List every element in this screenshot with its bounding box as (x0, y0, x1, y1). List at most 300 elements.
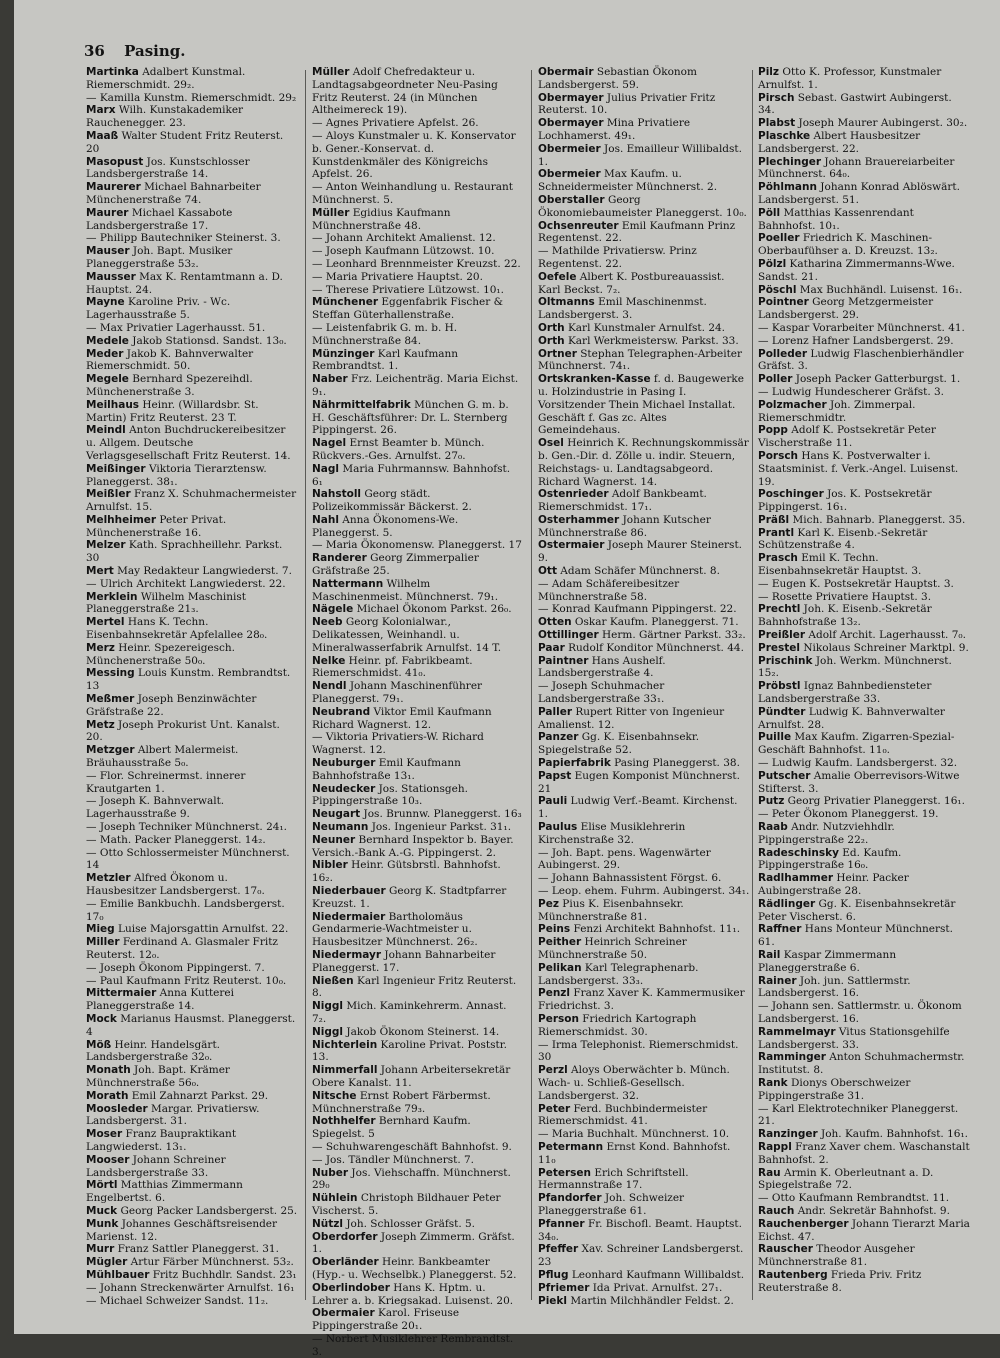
directory-entry: Pflug Leonhard Kaufmann Willibaldst. (538, 1268, 745, 1281)
directory-entry: Martinka Adalbert Kunstmal. Riemerschmidt. 29₂. (86, 66, 246, 91)
directory-entry: — Maria Buchhalt. Münchnerst. 10. (538, 1128, 730, 1141)
directory-entry: — Jos. Tändler Münchnerst. 7. (312, 1153, 475, 1166)
entry-surname: Moosleder (86, 1102, 148, 1115)
directory-entry: — Rosette Privatiere Hauptst. 3. (758, 590, 932, 603)
entry-surname: Niederbauer (312, 885, 386, 897)
directory-entry: Orth Karl Kunstmaler Arnulfst. 24. (538, 321, 726, 334)
directory-entry: Petermann Ernst Kond. Bahnhofst. 11₀ (538, 1140, 731, 1166)
entry-surname: Melhheimer (86, 513, 157, 526)
directory-entry: — Aloys Kunstmaler u. K. Konservator b. Gener.-Konservat. d. Kunstdenkmäler des Königreichs Apfelst. 26. (312, 129, 516, 181)
directory-entry: Rädlinger Gg. K. Eisenbahnsekretär Peter Vischerst. 6. (758, 897, 956, 923)
directory-entry: Monath Joh. Bapt. Krämer Münchnerstraße 56₀. (86, 1064, 230, 1089)
entry-surname: Papst (538, 769, 572, 782)
directory-entry: — Anton Weinhandlung u. Restaurant Münchnerst. 5. (312, 181, 513, 206)
entry-surname: Müller (312, 66, 350, 78)
directory-columns (86, 66, 970, 1358)
directory-entry: Nagel Ernst Beamter b. Münch. Rückvers.-Ges. Arnulfst. 27₀. (312, 437, 485, 462)
directory-entry: Polzmacher Joh. Zimmerpal. Riemerschmidtr. (758, 398, 916, 424)
directory-entry: Pölzl Katharina Zimmermanns-Wwe. Sandst. 21. (758, 257, 955, 283)
entry-surname: Nägele (312, 603, 354, 616)
directory-entry: Ostenrieder Adolf Bankbeamt. Riemerschmidst. 17₁. (538, 488, 707, 514)
entry-surname: Metzler (86, 872, 131, 885)
directory-entry: — Konrad Kaufmann Pippingerst. 22. (538, 603, 737, 616)
directory-entry: Nitsche Ernst Robert Färbermst. Münchnerstraße 79₃. (312, 1089, 491, 1115)
directory-entry: — Irma Telephonist. Riemerschmidst. 30 (538, 1038, 739, 1064)
directory-entry: Petersen Erich Schriftstell. Hermannstraße 17. (538, 1166, 689, 1192)
directory-entry: Merklein Wilhelm Maschinist Planeggerstraße 21₃. (86, 590, 246, 616)
directory-entry: — Maria Privatiere Hauptst. 20. (312, 270, 483, 283)
entry-surname: Mügler (86, 1256, 128, 1269)
directory-entry: Mert May Redakteur Langwiederst. 7. (86, 565, 292, 578)
directory-entry: — Paul Kaufmann Fritz Reuterst. 10₀. (86, 974, 287, 987)
directory-entry: Ochsenreuter Emil Kaufmann Prinz Regentenst. 22. (538, 219, 736, 245)
entry-surname: Puille (758, 731, 792, 744)
directory-entry: — Ulrich Architekt Langwiederst. 22. (86, 577, 286, 590)
entry-surname: Nibler (312, 859, 348, 872)
directory-entry: Obermaier Karol. Friseuse Pippingerstraße 20₁. (312, 1307, 460, 1333)
directory-entry: Orth Karl Werkmeistersw. Parkst. 33. (538, 334, 739, 347)
directory-entry: Niggl Jakob Ökonom Steinerst. 14. (312, 1025, 500, 1038)
directory-entry: Pilz Otto K. Professor, Kunstmaler Arnulfst. 1. (758, 66, 942, 91)
directory-entry: Meßmer Joseph Benzinwächter Gräfstraße 22. (86, 693, 257, 718)
entry-surname: Polleder (758, 347, 808, 360)
entry-surname: Piekl (538, 1294, 567, 1307)
directory-entry: Penzl Franz Xaver K. Kammermusiker Friedrichst. 3. (538, 987, 745, 1013)
directory-entry: Meder Jakob K. Bahnverwalter Riemerschmidt. 50. (86, 347, 254, 373)
entry-surname: Oberlindober (312, 1281, 390, 1294)
entry-surname: Ramminger (758, 1051, 826, 1064)
directory-entry: Oltmanns Emil Maschinenmst. Landsbergerst. 3. (538, 296, 707, 322)
entry-surname: Mühlbauer (86, 1268, 150, 1281)
directory-entry: — Lorenz Hafner Landsbergerst. 29. (758, 334, 954, 347)
directory-entry: Ottillinger Herm. Gärtner Parkst. 33₂. (538, 629, 746, 642)
entry-surname: Melzer (86, 539, 126, 552)
entry-surname: Plaschke (758, 129, 811, 142)
entry-surname: Ochsenreuter (538, 219, 619, 232)
directory-entry: Niedermayr Johann Bahnarbeiter Planeggerst. 17. (312, 948, 496, 974)
directory-entry: Ostermaier Joseph Maurer Steinerst. 9. (538, 539, 743, 565)
entry-surname: Münchener (312, 296, 378, 309)
directory-entry: Rau Armin K. Oberleutnant a. D. Spiegelstraße 72. (758, 1166, 934, 1192)
entry-surname: Niedermaier (312, 910, 386, 923)
entry-surname: Osel (538, 437, 564, 450)
directory-entry: Peither Heinrich Schreiner Münchnerstraße 50. (538, 936, 687, 961)
directory-entry: — Joseph K. Bahnverwalt. Lagerhausstraße 9. (86, 795, 225, 821)
directory-entry: Ranzinger Joh. Kaufm. Bahnhofst. 16₁. (758, 1128, 969, 1141)
directory-entry: Peins Fenzi Architekt Bahnhofst. 11₁. (538, 923, 741, 936)
directory-entry: Osterhammer Johann Kutscher Münchnerstraße 86. (538, 513, 711, 539)
directory-entry: Melhheimer Peter Privat. Münchenerstraße 16. (86, 513, 227, 539)
directory-entry: Pfriemer Ida Privat. Arnulfst. 27₁. (538, 1281, 723, 1294)
entry-surname: Maaß (86, 129, 119, 142)
directory-entry: Nendl Johann Maschinenführer Planeggerst. 79₁. (312, 680, 483, 706)
entry-surname: Obermeier (538, 142, 601, 155)
entry-surname: Monath (86, 1064, 131, 1077)
entry-surname: Papierfabrik (538, 757, 611, 770)
entry-surname: Pauli (538, 795, 568, 808)
entry-surname: Nießen (312, 974, 354, 987)
entry-surname: Pfeffer (538, 1243, 579, 1256)
entry-surname: Otten (538, 616, 572, 629)
entry-surname: Peter (538, 1102, 571, 1115)
entry-surname: Mittermaier (86, 987, 157, 1000)
entry-surname: Radlhammer (758, 872, 834, 885)
entry-surname: Meindl (86, 424, 126, 437)
directory-entry: — Agnes Privatiere Apfelst. 26. (312, 117, 479, 130)
directory-entry: Nühlein Christoph Bildhauer Peter Vischerst. 5. (312, 1192, 501, 1217)
directory-entry: Prantl Karl K. Eisenb.-Sekretär Schützenstraße 4. (758, 526, 928, 552)
directory-entry: Prestel Nikolaus Schreiner Marktpl. 9. (758, 641, 969, 654)
directory-entry: Oberdorfer Joseph Zimmerm. Gräfst. 1. (312, 1230, 515, 1256)
entry-surname: Neugart (312, 808, 361, 821)
entry-surname: Rautenberg (758, 1268, 828, 1281)
directory-entry: Mühlbauer Fritz Buchhdlr. Sandst. 23₁ (86, 1268, 297, 1281)
directory-entry: Pfeffer Xav. Schreiner Landsbergerst. 23 (538, 1243, 744, 1269)
column-3 (538, 66, 750, 1306)
entry-surname: Penzl (538, 987, 571, 1000)
directory-page (14, 0, 1000, 1358)
column-rule (305, 70, 306, 1300)
directory-entry: Masopust Jos. Kunstschlosser Landsbergerstraße 14. (86, 155, 250, 181)
directory-entry: Megele Bernhard Spezereihdl. Münchenerstraße 3. (86, 373, 253, 398)
entry-surname: Prestel (758, 641, 800, 654)
directory-entry: Neudecker Jos. Stationsgeh. Pippingerstraße 10₃. (312, 782, 468, 808)
entry-surname: Pez (538, 897, 559, 910)
directory-entry: Meilhaus Heinr. (Willardsbr. St. Martin) Fritz Reuterst. 23 T. (86, 398, 259, 424)
entry-surname: Nuber (312, 1166, 349, 1179)
directory-entry: Münzinger Karl Kaufmann Rembrandtst. 1. (312, 347, 459, 373)
column-1 (86, 66, 298, 1306)
entry-surname: Neumann (312, 821, 369, 834)
directory-entry: Ramminger Anton Schuhmachermstr. Institutst. 8. (758, 1051, 965, 1077)
entry-surname: Morath (86, 1089, 129, 1102)
directory-entry: — Johann Bahnassistent Förgst. 6. (538, 872, 722, 885)
directory-entry: Paulus Elise Musiklehrerin Kirchenstraße 32. (538, 821, 686, 846)
entry-surname: Nützl (312, 1217, 343, 1230)
directory-entry: — Maria Ökonomensw. Planeggerst. 17 (312, 539, 522, 552)
directory-entry: Rammelmayr Vitus Stationsgehilfe Landsbergerst. 33. (758, 1025, 950, 1051)
entry-surname: Prechtl (758, 603, 801, 616)
directory-entry: Muck Georg Packer Landsbergerst. 25. (86, 1204, 298, 1217)
directory-entry: — Viktoria Privatiers-W. Richard Wagnerst. 12. (312, 731, 484, 757)
directory-entry: Maurer Michael Kassabote Landsbergerstraße 17. (86, 206, 233, 232)
entry-surname: Niggl (312, 1000, 344, 1013)
page-number: 36 (84, 42, 105, 60)
directory-entry: Putz Georg Privatier Planeggerst. 16₁. (758, 795, 965, 808)
entry-surname: Mertel (86, 616, 125, 629)
directory-entry: Preißler Adolf Archit. Lagerhausst. 7₀. (758, 629, 966, 642)
entry-surname: Prischink (758, 654, 813, 667)
page-header (84, 42, 984, 64)
directory-entry: Rauch Andr. Sekretär Bahnhofst. 9. (758, 1204, 950, 1217)
directory-entry: Ortner Stephan Telegraphen-Arbeiter Münchnerst. 74₁. (538, 347, 743, 373)
entry-surname: Ostermaier (538, 539, 605, 552)
directory-entry: Medele Jakob Stationsd. Sandst. 13₀. (86, 334, 287, 347)
directory-entry: Obermayer Julius Privatier Fritz Reuterst. 10. (538, 91, 716, 117)
entry-surname: Mauser (86, 245, 130, 258)
directory-entry: Plechinger Johann Brauereiarbeiter Münchnerst. 64₀. (758, 155, 955, 181)
entry-surname: Obermaier (312, 1307, 375, 1320)
directory-entry: Präßl Mich. Bahnarb. Planeggerst. 35. (758, 513, 966, 526)
directory-entry: Mörtl Matthias Zimmermann Engelbertst. 6. (86, 1179, 243, 1205)
entry-surname: Raffner (758, 923, 802, 936)
entry-surname: Paller (538, 705, 572, 718)
directory-entry: Neubrand Viktor Emil Kaufmann Richard Wagnerst. 12. (312, 705, 492, 731)
entry-surname: Person (538, 1012, 579, 1025)
directory-entry: — Ludwig Kaufm. Landsbergerst. 32. (758, 757, 958, 770)
entry-surname: Peins (538, 923, 571, 936)
entry-surname: Prasch (758, 552, 798, 565)
directory-entry: Melzer Kath. Sprachheillehr. Parkst. 30 (86, 539, 283, 565)
entry-surname: Orth (538, 321, 565, 334)
entry-surname: Niggl (312, 1025, 344, 1038)
directory-entry: Metzler Alfred Ökonom u. Hausbesitzer Landsbergerst. 17₀. (86, 872, 265, 897)
entry-surname: Nimmerfall (312, 1064, 378, 1077)
entry-surname: Mayne (86, 296, 125, 309)
entry-surname: Pöll (758, 206, 781, 219)
directory-entry: — Adam Schäfereibesitzer Münchnerstraße 58. (538, 577, 680, 603)
entry-surname: Obermayer (538, 91, 604, 104)
directory-entry: Nelke Heinr. pf. Fabrikbeamt. Riemerschmidst. 41₀. (312, 654, 473, 680)
place-name: Pasing. (124, 42, 186, 60)
directory-entry: — Johann sen. Sattlermstr. u. Ökonom Landsbergerst. 16. (758, 1000, 962, 1025)
entry-surname: Perzl (538, 1064, 568, 1077)
directory-entry: Paintner Hans Aushelf. Landsbergerstraße 4. (538, 654, 666, 680)
directory-entry: Munk Johannes Geschäftsreisender Marienst. 12. (86, 1217, 278, 1243)
entry-surname: Ortskranken-Kasse (538, 373, 651, 386)
directory-entry: — Joh. Bapt. pens. Wagenwärter Aubingerst. 29. (538, 846, 711, 872)
entry-surname: Miller (86, 936, 120, 949)
directory-entry: Obermair Sebastian Ökonom Landsbergerst. 59. (538, 66, 697, 91)
directory-entry: Maurerer Michael Bahnarbeiter Münchenerstraße 74. (86, 181, 261, 206)
directory-entry: Person Friedrich Kartograph Riemerschmidst. 30. (538, 1012, 697, 1038)
directory-entry: — Leop. ehem. Fuhrm. Aubingerst. 34₁. (538, 885, 750, 897)
directory-entry: — Leistenfabrik G. m. b. H. Münchnerstraße 84. (312, 321, 458, 347)
entry-surname: Raab (758, 821, 788, 834)
entry-surname: Neeb (312, 616, 343, 629)
directory-entry: Metz Joseph Prokurist Unt. Kanalst. 20. (86, 718, 280, 744)
directory-entry: — Norbert Musiklehrer Rembrandtst. 3. (312, 1332, 514, 1358)
entry-surname: Poeller (758, 232, 800, 245)
directory-entry: Popp Adolf K. Postsekretär Peter Vischerstraße 11. (758, 424, 936, 450)
directory-entry: Porsch Hans K. Postverwalter i. Staatsminist. f. Verk.-Angel. Luisenst. 19. (758, 449, 959, 488)
directory-entry: — Michael Schweizer Sandst. 11₂. (86, 1294, 269, 1307)
directory-entry: Plaschke Albert Hausbesitzer Landsbergerst. 22. (758, 129, 921, 155)
entry-surname: Oberstaller (538, 193, 605, 206)
column-4 (758, 66, 970, 1306)
directory-entry: Osel Heinrich K. Rechnungskommissär b. Gen.-Dir. d. Zölle u. indir. Steuern, Reichstags- u. Landtagsabgeord. Richard Wagnerst. 14. (538, 437, 749, 488)
directory-entry: Prischink Joh. Werkm. Münchnerst. 15₂. (758, 654, 952, 680)
directory-entry: Pirsch Sebast. Gastwirt Aubingerst. 34. (758, 91, 952, 117)
directory-entry: — Math. Packer Planeggerst. 14₂. (86, 833, 266, 846)
directory-entry: Pündter Ludwig K. Bahnverwalter Arnulfst. 28. (758, 705, 945, 731)
directory-entry: Neeb Georg Kolonialwar., Delikatessen, Weinhandl. u. Mineralwasserfabrik Arnulfst. 14 T. (312, 616, 502, 654)
directory-entry: — Otto Kaufmann Rembrandtst. 11. (758, 1192, 950, 1205)
entry-surname: Müller (312, 206, 350, 219)
directory-entry: Poller Joseph Packer Gatterburgst. 1. (758, 373, 961, 386)
directory-entry: Raffner Hans Monteur Münchnerst. 61. (758, 923, 953, 949)
entry-surname: Rau (758, 1166, 781, 1179)
directory-entry: Meißler Franz X. Schuhmachermeister Arnulfst. 15. (86, 488, 297, 514)
directory-entry: Meißinger Viktoria Tierarztensw. Planeggerst. 38₁. (86, 462, 267, 488)
column-rule (531, 70, 532, 1300)
directory-entry: Nägele Michael Ökonom Parkst. 26₀. (312, 603, 512, 616)
directory-entry: — Eugen K. Postsekretär Hauptst. 3. (758, 577, 954, 590)
entry-surname: Porsch (758, 449, 799, 462)
directory-entry: — Schuhwarengeschäft Bahnhofst. 9. (312, 1140, 512, 1153)
entry-surname: Ott (538, 565, 557, 578)
directory-entry: Pez Pius K. Eisenbahnsekr. Münchnerstraße 81. (538, 897, 684, 923)
entry-surname: Nitsche (312, 1089, 357, 1102)
entry-surname: Meßmer (86, 693, 135, 706)
directory-entry: Mertel Hans K. Techn. Eisenbahnsekretär Apfelallee 28₀. (86, 616, 268, 642)
directory-entry: — Karl Elektrotechniker Planeggerst. 21. (758, 1102, 959, 1128)
entry-surname: Mooser (86, 1153, 130, 1166)
entry-surname: Merklein (86, 590, 138, 603)
entry-surname: Nährmittelfabrik (312, 398, 411, 411)
entry-surname: Megele (86, 373, 129, 386)
entry-surname: Pfriemer (538, 1281, 590, 1294)
entry-surname: Randerer (312, 552, 367, 565)
directory-entry: Nibler Heinr. Gütsbrstl. Bahnhofst. 16₂. (312, 859, 501, 885)
directory-entry: Obermeier Jos. Emailleur Willibaldst. 1. (538, 142, 742, 168)
entry-surname: Oberländer (312, 1256, 379, 1269)
directory-entry: Merz Heinr. Spezereigesch. Münchenerstraße 50₀. (86, 641, 236, 667)
entry-surname: Rädlinger (758, 897, 816, 910)
directory-entry: Rainer Joh. jun. Sattlermstr. Landsbergerst. 16. (758, 974, 911, 1000)
directory-entry: Pfandorfer Joh. Schweizer Planeggerstraße 61. (538, 1192, 685, 1217)
directory-entry: — Leonhard Brennmeister Kreuzst. 22. (312, 257, 521, 270)
directory-entry: Rail Kaspar Zimmermann Planeggerstraße 6. (758, 948, 897, 974)
directory-entry: Rauscher Theodor Ausgeher Münchnerstraße 81. (758, 1243, 915, 1269)
entry-surname: Mieg (86, 923, 115, 936)
directory-entry: — Joseph Ökonom Pippingerst. 7. (86, 961, 265, 974)
directory-entry: Plabst Joseph Maurer Aubingerst. 30₂. (758, 117, 968, 130)
directory-entry: Niederbauer Georg K. Stadtpfarrer Kreuzst. 1. (312, 885, 507, 910)
directory-entry: Nießen Karl Ingenieur Fritz Reuterst. 8. (312, 974, 517, 1000)
directory-entry: Perzl Aloys Oberwächter b. Münch. Wach- u. Schließ-Gesellsch. Landsbergerst. 32. (538, 1064, 730, 1102)
directory-entry: Mock Marianus Hausmst. Planeggerst. 4 (86, 1012, 296, 1038)
directory-entry: Oberstaller Georg Ökonomiebaumeister Planeggerst. 10₀. (538, 193, 747, 219)
entry-surname: Münzinger (312, 347, 375, 360)
directory-entry: Moser Franz Baupraktikant Langwiederst. 13₁. (86, 1128, 237, 1153)
entry-surname: Ranzinger (758, 1128, 818, 1141)
entry-surname: Marx (86, 104, 116, 117)
directory-entry: Ortskranken-Kasse f. d. Baugewerke u. Holzindustrie in Pasing I. Vorsitzender Thein Michael Installat. Geschäft f. Gas zc. Altes Gemeindehaus. (538, 373, 744, 437)
directory-entry: Neuner Bernhard Inspektor b. Bayer. Versich.-Bank A.-G. Pippingerst. 2. (312, 833, 514, 859)
directory-entry: — Peter Ökonom Planeggerst. 19. (758, 808, 939, 821)
entry-surname: Mock (86, 1012, 117, 1025)
entry-surname: Poschinger (758, 488, 824, 501)
directory-entry: Niedermaier Bartholomäus Gendarmerie-Wachtmeister u. Hausbesitzer Münchnerst. 26₂. (312, 910, 478, 949)
directory-entry: Ott Adam Schäfer Münchnerst. 8. (538, 565, 720, 578)
directory-entry: Paller Rupert Ritter von Ingenieur Amalienst. 12. (538, 705, 725, 731)
entry-surname: Nagl (312, 462, 339, 475)
entry-surname: Obermeier (538, 168, 601, 181)
directory-entry: Mittermaier Anna Kutterei Planeggerstraße 14. (86, 987, 234, 1013)
entry-surname: Ortner (538, 347, 577, 360)
directory-entry: Naber Frz. Leichenträg. Maria Eichst. 9₁. (312, 373, 519, 398)
entry-surname: Rainer (758, 974, 797, 987)
directory-entry: Nährmittelfabrik München G. m. b. H. Geschäftsführer: Dr. L. Sternberg Pippingerst. 26. (312, 398, 509, 437)
directory-entry: Paar Rudolf Konditor Münchnerst. 44. (538, 641, 744, 654)
directory-entry: Mausser Max K. Rentamtmann a. D. Hauptst. 24. (86, 270, 283, 296)
entry-surname: Pilz (758, 66, 780, 78)
directory-entry: Niggl Mich. Kaminkehrerm. Annast. 7₂. (312, 1000, 507, 1025)
directory-entry: Poschinger Jos. K. Postsekretär Pippingerst. 16₁. (758, 488, 932, 514)
entry-surname: Niedermayr (312, 948, 382, 961)
directory-entry: Marx Wilh. Kunstakademiker Rauchenegger. 23. (86, 104, 244, 130)
directory-entry: Oberlindober Hans K. Hptm. u. Lehrer a. b. Kriegsakad. Luisenst. 20. (312, 1281, 514, 1307)
directory-entry: Morath Emil Zahnarzt Parkst. 29. (86, 1089, 269, 1102)
directory-entry: Randerer Georg Zimmerpalier Gräfstraße 25. (312, 552, 479, 578)
entry-surname: Rammelmayr (758, 1025, 836, 1038)
entry-surname: Metzger (86, 744, 135, 757)
entry-surname: Pirsch (758, 91, 795, 104)
entry-surname: Meißler (86, 488, 131, 501)
directory-entry: Neugart Jos. Brunnw. Planeggerst. 16₃ (312, 808, 522, 821)
entry-surname: Panzer (538, 731, 579, 744)
entry-surname: Pündter (758, 705, 806, 718)
directory-entry: Neumann Jos. Ingenieur Parkst. 31₁. (312, 821, 512, 834)
directory-entry: Nahstoll Georg städt. Polizeikommissär Bäckerst. 2. (312, 488, 472, 514)
directory-entry: — Kamilla Kunstm. Riemerschmidt. 29₂ (86, 91, 297, 104)
directory-entry: Moosleder Margar. Privatiersw. Landsbergerst. 31. (86, 1102, 260, 1128)
directory-entry: Pöschl Max Buchhändl. Luisenst. 16₁. (758, 283, 963, 296)
directory-entry: Münchener Eggenfabrik Fischer & Steffan Güterhallenstraße. (312, 296, 503, 322)
entry-surname: Martinka (86, 66, 139, 78)
directory-entry: Neuburger Emil Kaufmann Bahnhofstraße 13₁. (312, 757, 461, 782)
entry-surname: Obermair (538, 66, 594, 78)
entry-surname: Plabst (758, 117, 796, 130)
directory-entry: Rauchenberger Johann Tierarzt Maria Eichst. 47. (758, 1217, 970, 1243)
directory-entry: Maaß Walter Student Fritz Reuterst. 20 (86, 129, 284, 155)
directory-entry: — Mathilde Privatiersw. Prinz Regentenst. 22. (538, 245, 697, 270)
entry-surname: Oefele (538, 270, 577, 283)
directory-entry: Messing Louis Kunstm. Rembrandtst. 13 (86, 667, 291, 693)
entry-surname: Ostenrieder (538, 488, 609, 501)
entry-surname: Obermayer (538, 117, 604, 130)
directory-entry: Mügler Artur Färber Münchnerst. 53₂. (86, 1256, 294, 1269)
directory-entry: — Max Privatier Lagerhausst. 51. (86, 321, 266, 334)
entry-surname: Pointner (758, 296, 809, 309)
entry-surname: Nahstoll (312, 488, 362, 501)
entry-surname: Plechinger (758, 155, 822, 168)
directory-entry: Rappl Franz Xaver chem. Waschanstalt Bahnhofst. 2. (758, 1140, 970, 1166)
directory-entry: — Johann Streckenwärter Arnulfst. 16₁ (86, 1281, 295, 1294)
entry-surname: Paulus (538, 821, 578, 834)
directory-entry: Obermeier Max Kaufm. u. Schneidermeister Münchnerst. 2. (538, 168, 718, 194)
directory-entry: Miller Ferdinand A. Glasmaler Fritz Reuterst. 12₀. (86, 936, 278, 961)
directory-entry: Mooser Johann Schreiner Landsbergerstraße 33. (86, 1153, 226, 1179)
directory-entry: — Kaspar Vorarbeiter Münchnerst. 41. (758, 321, 965, 334)
entry-surname: Pelikan (538, 961, 582, 974)
directory-entry: Nützl Joh. Schlosser Gräfst. 5. (312, 1217, 476, 1230)
entry-surname: Maurer (86, 206, 129, 219)
entry-surname: Mörtl (86, 1179, 118, 1192)
directory-entry: Papst Eugen Komponist Münchnerst. 21 (538, 769, 740, 795)
directory-entry: Möß Heinr. Handelsgärt. Landsbergerstraße 32₀. (86, 1038, 221, 1064)
directory-entry: Piekl Martin Milchhändler Feldst. 2. (538, 1294, 734, 1307)
entry-surname: Neudecker (312, 782, 376, 795)
entry-surname: Oltmanns (538, 296, 595, 309)
directory-entry: — Philipp Bautechniker Steinerst. 3. (86, 232, 281, 245)
entry-surname: Neuburger (312, 757, 376, 770)
entry-surname: Putz (758, 795, 785, 808)
entry-surname: Pöhlmann (758, 181, 817, 194)
entry-surname: Popp (758, 424, 788, 437)
directory-entry: Mayne Karoline Priv. - Wc. Lagerhausstraße 5. (86, 296, 231, 322)
